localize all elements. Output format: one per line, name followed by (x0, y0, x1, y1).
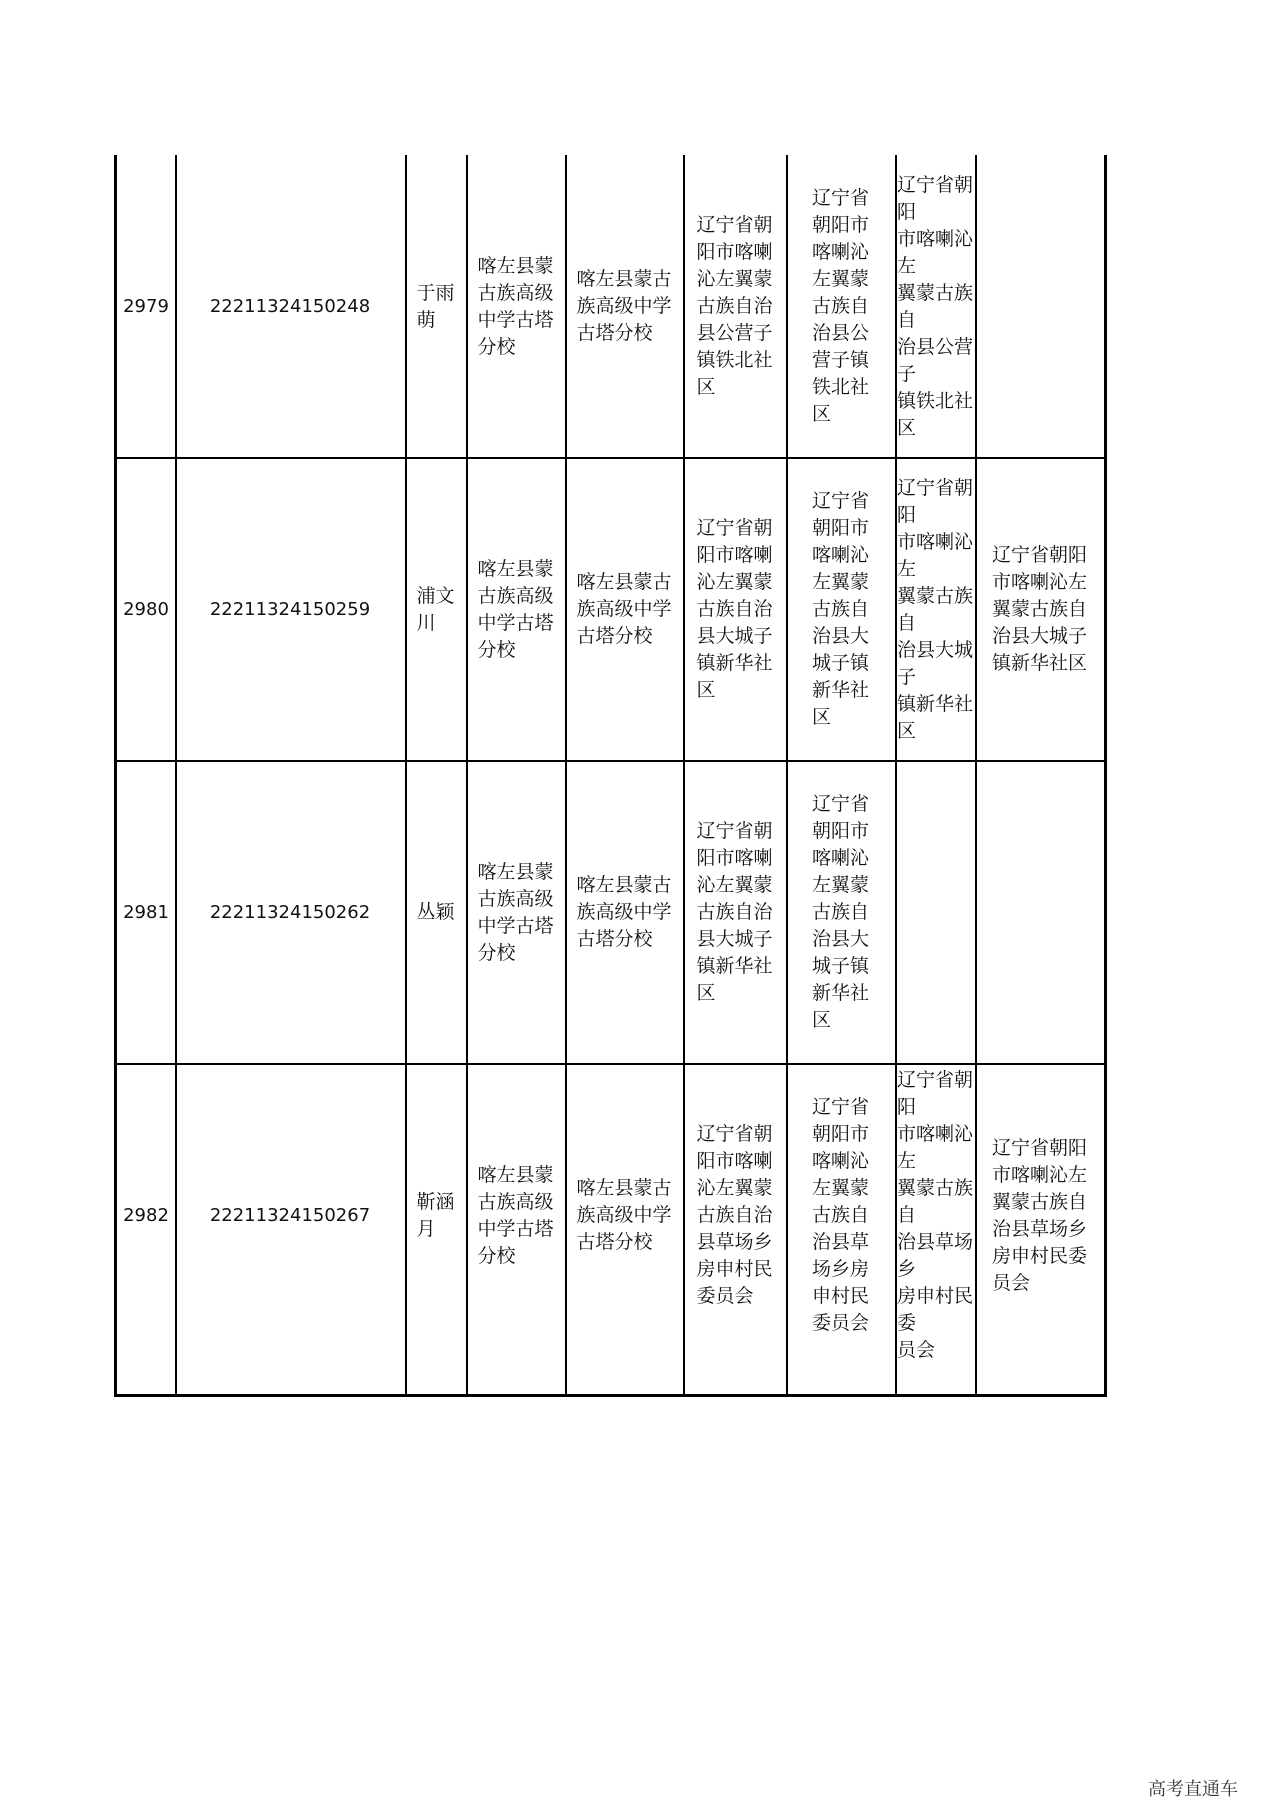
school-name-cell (567, 1066, 681, 1365)
school-cell-text: 喀左县蒙 古族高级 中学古塔 分校 (477, 254, 554, 358)
address-cell-2 (788, 763, 893, 1062)
address-cell-4 (977, 763, 1102, 1062)
student-name-cell-text: 丛颖 (416, 901, 455, 923)
address-cell-1 (685, 460, 784, 759)
address-cell-3-text: 辽宁省朝阳 市喀喇沁左 翼蒙古族自 治县公营子 镇铁北社区 (897, 173, 974, 439)
address-cell-4 (977, 460, 1102, 759)
exam-number-cell-text: 22211324150248 (209, 296, 371, 317)
address-cell-2-text: 辽宁省 朝阳市 喀喇沁 左翼蒙 古族自 治县公 营子镇 铁北社 区 (811, 187, 869, 425)
address-cell-4-text: 辽宁省朝阳 市喀喇沁左 翼蒙古族自 治县大城子 镇新华社区 (991, 544, 1087, 674)
school-cell (468, 763, 563, 1062)
row-divider (117, 760, 1104, 762)
school-name-cell (567, 157, 681, 456)
school-cell-text: 喀左县蒙 古族高级 中学古塔 分校 (477, 860, 554, 964)
serial-number-cell (119, 460, 173, 759)
serial-number-cell-text: 2981 (123, 902, 169, 923)
address-cell-3 (897, 1066, 973, 1365)
student-name-cell (407, 1066, 464, 1365)
serial-number-cell-text: 2980 (123, 599, 169, 620)
address-cell-2-text: 辽宁省 朝阳市 喀喇沁 左翼蒙 古族自 治县草 场乡房 申村民 委员会 (811, 1096, 869, 1334)
student-name-cell-text: 靳涵 月 (416, 1190, 455, 1240)
student-name-cell-text: 浦文 川 (416, 584, 455, 634)
student-name-cell (407, 460, 464, 759)
serial-number-cell (119, 157, 173, 456)
school-name-cell-text: 喀左县蒙古 族高级中学 古塔分校 (576, 571, 672, 647)
student-name-cell-text: 于雨 萌 (416, 281, 455, 331)
school-cell-text: 喀左县蒙 古族高级 中学古塔 分校 (477, 557, 554, 661)
serial-number-cell-text: 2982 (123, 1205, 169, 1226)
exam-number-cell-text: 22211324150267 (209, 1205, 371, 1226)
row-divider (117, 457, 1104, 459)
school-name-cell-text: 喀左县蒙古 族高级中学 古塔分校 (576, 1177, 672, 1253)
school-cell-text: 喀左县蒙 古族高级 中学古塔 分校 (477, 1163, 554, 1267)
exam-number-cell-text: 22211324150262 (209, 902, 371, 923)
student-table (114, 155, 1107, 1397)
school-name-cell (567, 460, 681, 759)
address-cell-1-text: 辽宁省朝 阳市喀喇 沁左翼蒙 古族自治 县草场乡 房申村民 委员会 (696, 1123, 773, 1307)
exam-number-cell (177, 157, 403, 456)
exam-number-cell (177, 763, 403, 1062)
address-cell-4 (977, 1066, 1102, 1365)
address-cell-2 (788, 460, 893, 759)
school-name-cell-text: 喀左县蒙古 族高级中学 古塔分校 (576, 874, 672, 950)
address-cell-3 (897, 460, 973, 759)
address-cell-4-text: 辽宁省朝阳 市喀喇沁左 翼蒙古族自 治县草场乡 房申村民委 员会 (991, 1136, 1087, 1294)
exam-number-cell (177, 1066, 403, 1365)
address-cell-1-text: 辽宁省朝 阳市喀喇 沁左翼蒙 古族自治 县大城子 镇新华社 区 (696, 820, 773, 1004)
address-cell-1 (685, 1066, 784, 1365)
address-cell-1-text: 辽宁省朝 阳市喀喇 沁左翼蒙 古族自治 县公营子 镇铁北社 区 (696, 214, 773, 398)
school-cell (468, 157, 563, 456)
exam-number-cell-text: 22211324150259 (209, 599, 371, 620)
address-cell-4 (977, 157, 1102, 456)
student-name-cell (407, 763, 464, 1062)
address-cell-3-text: 辽宁省朝阳 市喀喇沁左 翼蒙古族自 治县草场乡 房申村民委 员会 (897, 1069, 974, 1361)
student-name-cell (407, 157, 464, 456)
address-cell-2 (788, 157, 893, 456)
address-cell-3-text: 辽宁省朝阳 市喀喇沁左 翼蒙古族自 治县大城子 镇新华社区 (897, 476, 974, 742)
row-divider (117, 1063, 1104, 1065)
watermark-text: 高考直通车 (1148, 1779, 1238, 1800)
address-cell-3 (897, 763, 973, 1062)
address-cell-2 (788, 1066, 893, 1365)
address-cell-1-text: 辽宁省朝 阳市喀喇 沁左翼蒙 古族自治 县大城子 镇新华社 区 (696, 517, 773, 701)
serial-number-cell (119, 1066, 173, 1365)
school-cell (468, 1066, 563, 1365)
serial-number-cell-text: 2979 (123, 296, 169, 317)
school-name-cell-text: 喀左县蒙古 族高级中学 古塔分校 (576, 268, 672, 344)
address-cell-3 (897, 157, 973, 456)
address-cell-2-text: 辽宁省 朝阳市 喀喇沁 左翼蒙 古族自 治县大 城子镇 新华社 区 (811, 490, 869, 728)
school-name-cell (567, 763, 681, 1062)
address-cell-2-text: 辽宁省 朝阳市 喀喇沁 左翼蒙 古族自 治县大 城子镇 新华社 区 (811, 793, 869, 1031)
serial-number-cell (119, 763, 173, 1062)
address-cell-1 (685, 763, 784, 1062)
address-cell-1 (685, 157, 784, 456)
school-cell (468, 460, 563, 759)
exam-number-cell (177, 460, 403, 759)
